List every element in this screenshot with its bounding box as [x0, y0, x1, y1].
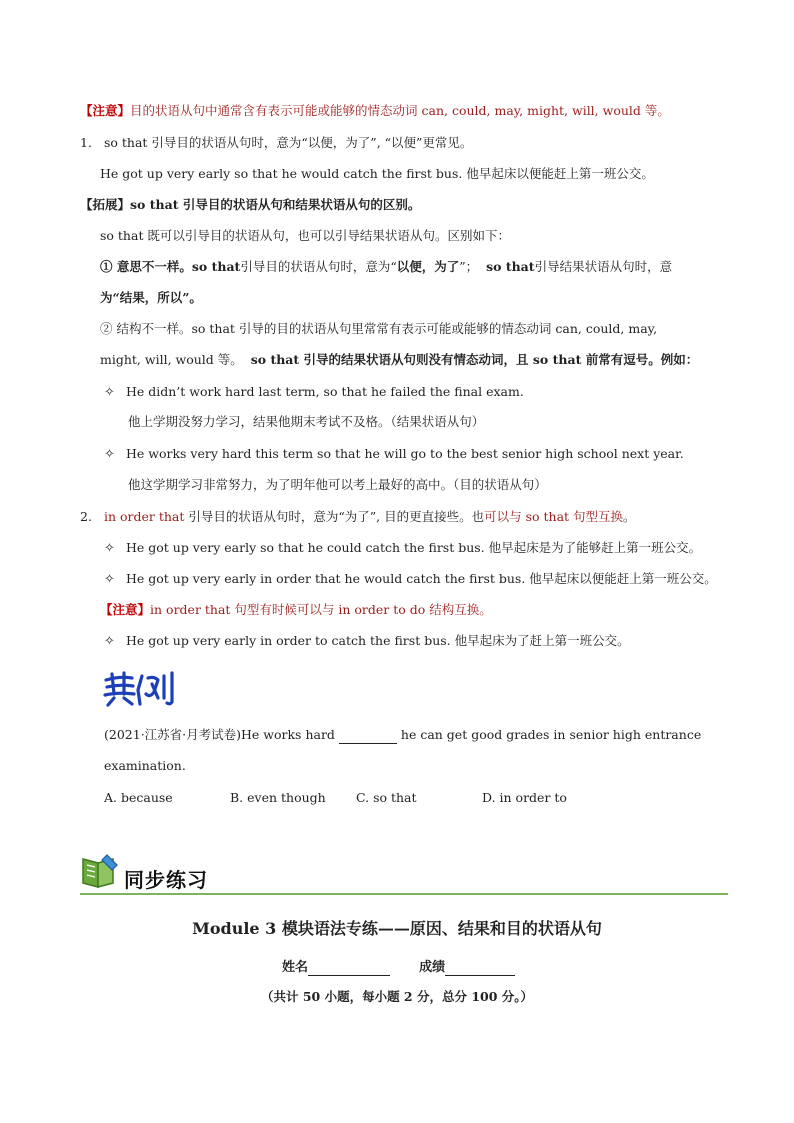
example-en: He works very hard this term so that he will go to the best senior high school next year. [125, 446, 684, 461]
answer-blank[interactable] [339, 727, 397, 744]
example-text: He got up very early in order to catch the first bus. 他早起床为了赶上第一班公交。 [125, 633, 630, 648]
expand-heading: so that 引导目的状语从句和结果状语从句的区别。 [130, 197, 421, 212]
section-divider [80, 893, 728, 895]
item-text: so that 引导目的状语从句时，意为“以便，为了”, “以便”更常见。 [103, 135, 473, 150]
expand-example-2 [104, 446, 684, 463]
option-a[interactable]: A. because [104, 790, 173, 805]
item-2-example-1 [104, 540, 701, 557]
question-text: (2021·江苏省·月考试卷)He works hard [104, 727, 335, 742]
point-2-text-2: might, will, would 等。 [100, 352, 243, 367]
name-label: 姓名 [282, 960, 309, 975]
item-1 [80, 135, 472, 151]
diamond-icon: ✧ [104, 572, 115, 587]
item-number: 2. [80, 509, 92, 524]
example-logo-icon [102, 668, 182, 708]
item-2-text: 引导目的状语从句时，意为“为了”, 目的更直接些。也 [184, 509, 485, 524]
diamond-icon: ✧ [104, 541, 115, 556]
score-label: 成绩 [419, 960, 446, 975]
section-title: 同步练习 [124, 868, 208, 892]
name-blank[interactable] [308, 960, 390, 976]
example-text: He got up very early in order that he would catch the first bus. 他早起床以便能赶上第一班公交。 [125, 571, 717, 586]
note-text: in order that 句型有时候可以与 in order to do 结构互换。 [150, 602, 492, 617]
question-count: （共计 50 小题，每小题 2 分，总分 100 分。） [260, 989, 534, 1004]
option-b[interactable]: B. even though [230, 790, 326, 805]
point-1-so-that: so that [191, 259, 241, 274]
option-c[interactable]: C. so that [356, 790, 417, 805]
question-text-2: he can get good grades in senior high entrance [396, 727, 702, 742]
point-1-so-that-2: so that [486, 259, 535, 274]
item-2-example-2 [104, 571, 717, 588]
note-line [80, 103, 670, 119]
item-1-example: He got up very early so that he would catch the first bus. 他早起床以便能赶上第一班公交。 [100, 166, 654, 181]
expand-point-2-line2 [100, 352, 698, 368]
item-2-highlight: 可以与 so that 句型互换 [484, 509, 624, 524]
expand-intro: so that 既可以引导目的状语从句，也可以引导结果状语从句。区别如下： [100, 228, 510, 243]
expand-example-1 [104, 384, 524, 401]
diamond-icon: ✧ [104, 634, 115, 649]
expand-example-2-cn: 他这学期学习非常努力，为了明年他可以考上最好的高中。（目的状语从句） [128, 477, 547, 492]
diamond-icon: ✧ [104, 447, 115, 462]
point-1-text-2: 引导结果状语从句时，意 [534, 259, 673, 274]
point-1-label: ① 意思不一样。 [100, 259, 192, 274]
point-2-bold: so that 引导的结果状语从句则没有情态动词，且 so that 前常有逗号。例如： [250, 352, 699, 367]
item-2-example-3 [104, 633, 630, 650]
name-score-row [282, 956, 515, 976]
expand-label: 【拓展】 [80, 197, 131, 212]
score-blank[interactable] [445, 960, 515, 976]
item-2-end: 。 [623, 509, 636, 524]
question-line-1 [104, 727, 701, 744]
expand-example-1-cn: 他上学期没努力学习，结果他期末考试不及格。（结果状语从句） [128, 414, 485, 429]
note-bracket: 【注意】 [100, 602, 151, 617]
option-d[interactable]: D. in order to [482, 790, 567, 805]
expand-heading-line [80, 197, 420, 213]
point-1-meaning: 以便，为了 [396, 259, 460, 274]
book-icon [80, 853, 120, 891]
item-number: 1. [80, 135, 92, 150]
example-text: He got up very early so that he could catch the first bus. 他早起床是为了能够赶上第一班公交。 [125, 540, 702, 555]
diamond-icon: ✧ [104, 385, 115, 400]
item-2 [80, 509, 636, 525]
example-en: He didn’t work hard last term, so that he failed the final exam. [125, 384, 524, 399]
point-1-quote: ”； [459, 259, 479, 274]
item-2-note [100, 602, 492, 618]
question-line-2: examination. [104, 758, 186, 773]
expand-point-2 [100, 321, 657, 337]
item-2-phrase: in order that [103, 509, 185, 524]
point-1-text: 引导目的状语从句时，意为“ [240, 259, 397, 274]
expand-point-1 [100, 259, 672, 275]
worksheet-title: Module 3 模块语法专练——原因、结果和目的状语从句 [192, 919, 602, 938]
point-2-text: ② 结构不一样。so that 引导的目的状语从句里常常有表示可能或能够的情态动词 can, could, may, [100, 321, 658, 336]
note-bracket: 【注意】 [80, 103, 131, 118]
expand-point-1-line2: 为“结果，所以”。 [100, 290, 202, 305]
note-text: 目的状语从句中通常含有表示可能或能够的情态动词 can, could, may, might, will, would 等。 [130, 103, 670, 118]
